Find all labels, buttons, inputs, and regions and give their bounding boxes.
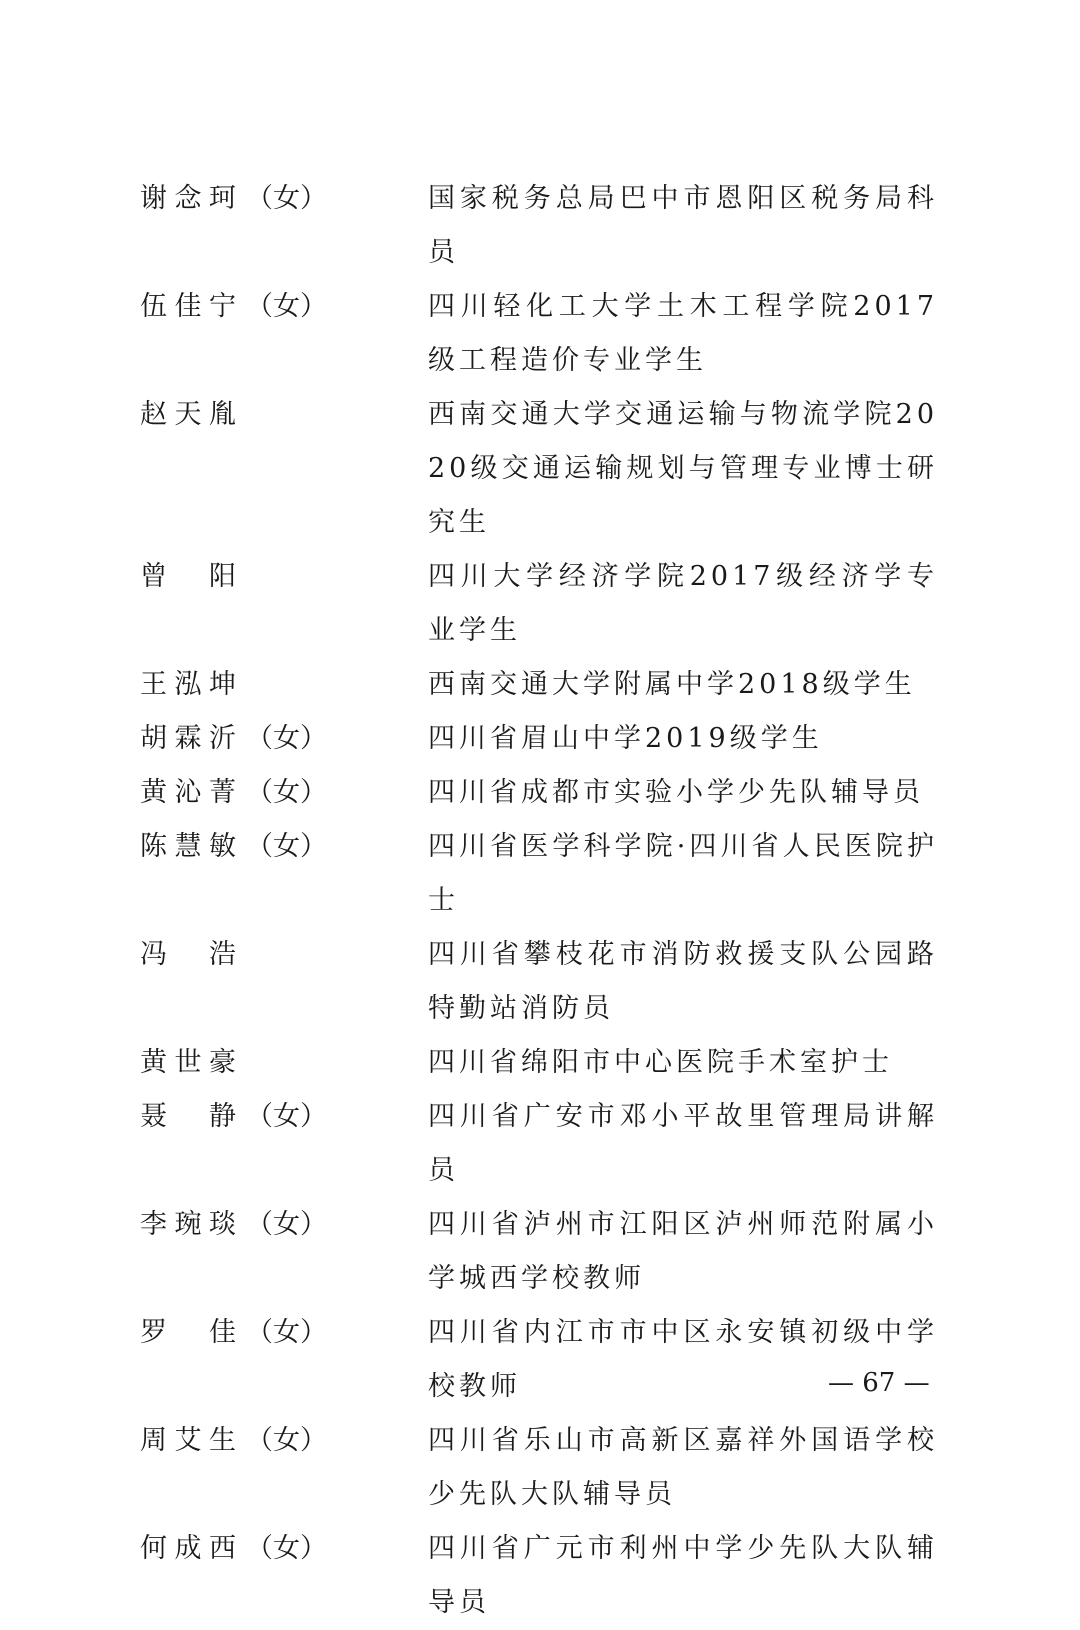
person-name-cell (140, 1090, 428, 1144)
gender-note: （女） (246, 723, 327, 754)
list-item (140, 766, 940, 820)
gender-note: （女） (246, 831, 327, 862)
list-item (140, 1522, 940, 1630)
person-name: 罗 佳 (140, 1317, 236, 1348)
honoree-list (140, 172, 940, 1630)
list-item (140, 928, 940, 1036)
person-name: 赵天胤 (140, 399, 236, 430)
person-name-cell (140, 172, 428, 226)
person-name: 周艾生 (140, 1425, 236, 1456)
person-description: 四川省广安市邓小平故里管理局讲解员 (428, 1101, 938, 1186)
person-name: 陈慧敏 (140, 831, 236, 862)
person-name-cell (140, 1198, 428, 1252)
gender-note: （女） (246, 291, 327, 322)
person-description: 四川省广元市利州中学少先队大队辅导员 (428, 1533, 938, 1618)
person-name-cell (140, 820, 428, 874)
person-name: 冯 浩 (140, 939, 236, 970)
person-description: 四川省攀枝花市消防救援支队公园路特勤站消防员 (428, 939, 938, 1024)
gender-note: （女） (246, 1533, 327, 1564)
person-name: 黄世豪 (140, 1047, 236, 1078)
list-item (140, 1306, 940, 1414)
person-name-cell (140, 1306, 428, 1360)
person-description: 四川省泸州市江阳区泸州师范附属小学城西学校教师 (428, 1209, 938, 1294)
person-description: 四川省乐山市高新区嘉祥外国语学校少先队大队辅导员 (428, 1425, 938, 1510)
person-description: 西南交通大学交通运输与物流学院2020级交通运输规划与管理专业博士研究生 (428, 399, 938, 538)
person-description: 四川省眉山中学2019级学生 (428, 723, 823, 754)
page-number: — 67 — (828, 1368, 930, 1398)
list-item (140, 1036, 940, 1090)
person-description: 西南交通大学附属中学2018级学生 (428, 669, 916, 700)
person-description: 四川大学经济学院2017级经济学专业学生 (428, 561, 938, 646)
person-name-cell (140, 712, 428, 766)
person-name-cell (140, 550, 428, 604)
gender-note: （女） (246, 1209, 327, 1240)
person-name: 何成西 (140, 1533, 236, 1564)
list-item (140, 712, 940, 766)
person-name-cell (140, 928, 428, 982)
person-name: 王泓坤 (140, 669, 236, 700)
list-item (140, 820, 940, 928)
gender-note: （女） (246, 777, 327, 808)
gender-note: （女） (246, 1101, 327, 1132)
person-name-cell (140, 388, 428, 442)
person-name: 胡霖沂 (140, 723, 236, 754)
list-item (140, 1090, 940, 1198)
gender-note: （女） (246, 1317, 327, 1348)
person-description: 国家税务总局巴中市恩阳区税务局科员 (428, 183, 938, 268)
person-name: 曾 阳 (140, 561, 236, 592)
person-name: 伍佳宁 (140, 291, 236, 322)
person-name: 黄沁菁 (140, 777, 236, 808)
list-item (140, 280, 940, 388)
person-description: 四川省内江市市中区永安镇初级中学校教师 (428, 1317, 938, 1402)
list-item (140, 388, 940, 550)
person-name: 李琬琰 (140, 1209, 236, 1240)
list-item (140, 658, 940, 712)
person-description: 四川省医学科学院·四川省人民医院护士 (428, 831, 938, 916)
person-name-cell (140, 658, 428, 712)
person-name-cell (140, 1414, 428, 1468)
person-name-cell (140, 766, 428, 820)
gender-note: （女） (246, 1425, 327, 1456)
person-description: 四川轻化工大学土木工程学院2017级工程造价专业学生 (428, 291, 938, 376)
list-item (140, 172, 940, 280)
list-item (140, 1414, 940, 1522)
person-name-cell (140, 280, 428, 334)
list-item (140, 1198, 940, 1306)
gender-note: （女） (246, 183, 327, 214)
person-name-cell (140, 1522, 428, 1576)
person-description: 四川省绵阳市中心医院手术室护士 (428, 1047, 893, 1078)
person-name: 谢念珂 (140, 183, 236, 214)
person-description: 四川省成都市实验小学少先队辅导员 (428, 777, 924, 808)
person-name-cell (140, 1036, 428, 1090)
list-item (140, 550, 940, 658)
person-name: 聂 静 (140, 1101, 236, 1132)
